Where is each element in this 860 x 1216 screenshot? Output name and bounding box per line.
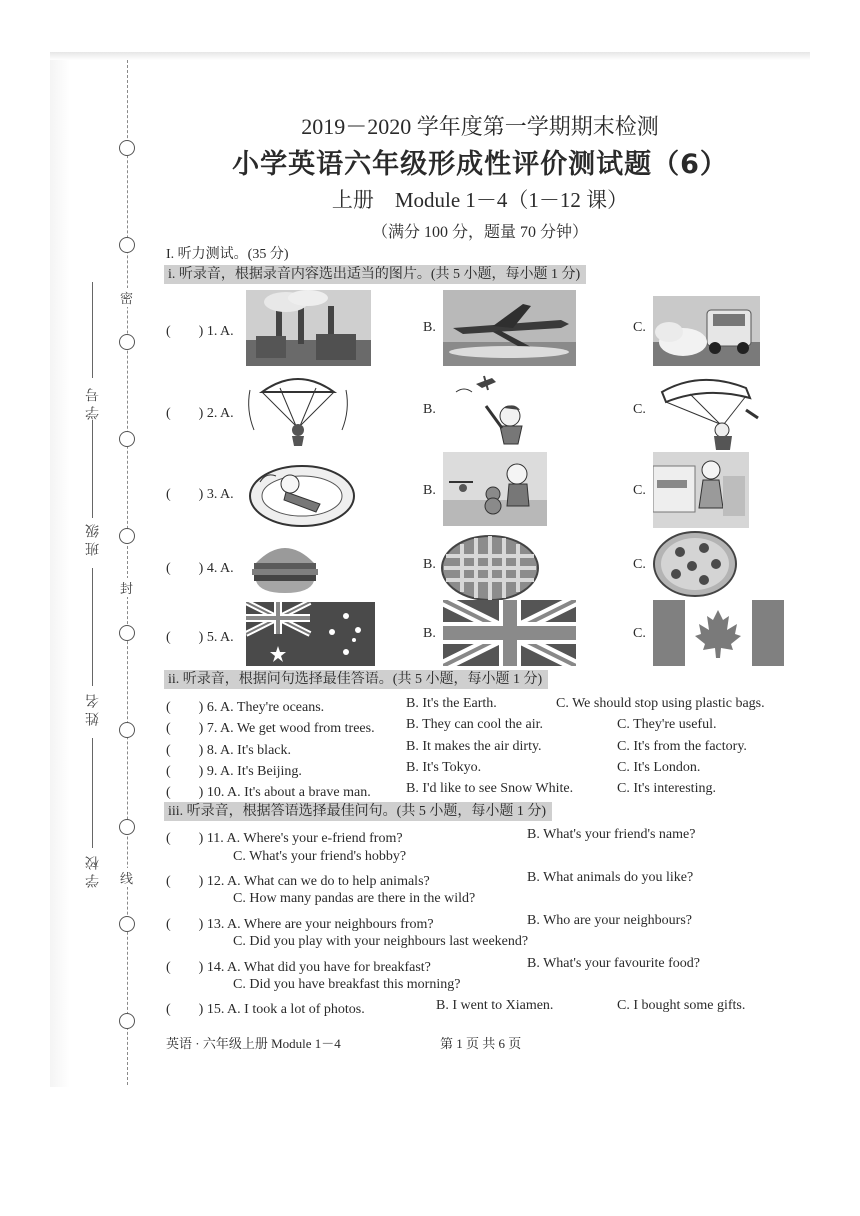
question-14-option-a[interactable]: ( ) 14. A. What did you have for breakfast? bbox=[166, 960, 431, 975]
student-id-blank[interactable] bbox=[92, 282, 93, 378]
seal-char-feng: 封 bbox=[120, 578, 133, 597]
car-exhaust-image[interactable] bbox=[653, 296, 760, 366]
airplane-image[interactable] bbox=[443, 290, 576, 366]
binding-hole bbox=[119, 1013, 135, 1029]
question-13-option-c[interactable]: C. Did you play with your neighbours last weekend? bbox=[233, 934, 529, 949]
question-11-option-c[interactable]: C. What's your friend's hobby? bbox=[233, 849, 407, 864]
question-5-option-b[interactable]: B. bbox=[423, 626, 436, 641]
student-id-label: 学号 bbox=[86, 384, 101, 420]
boy-toy-plane-image[interactable] bbox=[446, 370, 532, 446]
question-10-option-a[interactable]: ( ) 10. A. It's about a brave man. bbox=[166, 785, 371, 800]
question-12-option-b[interactable]: B. What animals do you like? bbox=[527, 870, 694, 885]
part3-heading: iii. 听录音，根据答语选择最佳问句。(共 5 小题，每小题 1 分) bbox=[164, 802, 552, 821]
exam-title-line4: （满分 100 分，题量 70 分钟） bbox=[371, 224, 588, 241]
exam-title-line2: 小学英语六年级形成性评价测试题（6） bbox=[232, 149, 728, 180]
question-15-option-c[interactable]: C. I bought some gifts. bbox=[617, 998, 746, 1013]
question-1-label[interactable]: ( ) 1. A. bbox=[166, 324, 234, 339]
question-8-option-b[interactable]: B. It makes the air dirty. bbox=[406, 739, 542, 754]
question-14-option-c[interactable]: C. Did you have breakfast this morning? bbox=[233, 977, 461, 992]
question-13-option-a[interactable]: ( ) 13. A. Where are your neighbours from? bbox=[166, 917, 434, 932]
name-blank[interactable] bbox=[92, 568, 93, 686]
question-7-option-c[interactable]: C. They're useful. bbox=[617, 717, 717, 732]
binding-hole bbox=[119, 916, 135, 932]
binding-hole bbox=[119, 140, 135, 156]
question-12-option-c[interactable]: C. How many pandas are there in the wild? bbox=[233, 891, 476, 906]
question-2-option-b[interactable]: B. bbox=[423, 402, 436, 417]
binding-hole bbox=[119, 819, 135, 835]
seal-char-xian: 线 bbox=[120, 868, 133, 887]
question-2-option-c[interactable]: C. bbox=[633, 402, 646, 417]
question-1-option-b[interactable]: B. bbox=[423, 320, 436, 335]
binding-hole bbox=[119, 625, 135, 641]
binding-hole bbox=[119, 237, 135, 253]
question-8-option-a[interactable]: ( ) 8. A. It's black. bbox=[166, 743, 292, 758]
boy-with-bear-image[interactable] bbox=[443, 452, 547, 526]
school-label: 学校 bbox=[86, 852, 101, 888]
pizza-image[interactable] bbox=[652, 530, 738, 598]
factory-smoke-image[interactable] bbox=[246, 290, 371, 366]
seal-char-mi: 密 bbox=[120, 288, 133, 307]
binding-hole bbox=[119, 431, 135, 447]
question-13-option-b[interactable]: B. Who are your neighbours? bbox=[527, 913, 692, 928]
question-9-option-c[interactable]: C. It's London. bbox=[617, 760, 701, 775]
question-4-option-c[interactable]: C. bbox=[633, 557, 646, 572]
question-11-option-b[interactable]: B. What's your friend's name? bbox=[527, 827, 696, 842]
hamburger-image[interactable] bbox=[250, 533, 320, 597]
question-5-option-c[interactable]: C. bbox=[633, 626, 646, 641]
question-14-option-b[interactable]: B. What's your favourite food? bbox=[527, 956, 700, 971]
girl-at-school-image[interactable] bbox=[653, 452, 749, 528]
question-6-option-b[interactable]: B. It's the Earth. bbox=[406, 696, 497, 711]
class-blank[interactable] bbox=[92, 420, 93, 518]
canada-flag-image[interactable] bbox=[653, 600, 784, 666]
binding-hole bbox=[119, 722, 135, 738]
question-4-option-b[interactable]: B. bbox=[423, 557, 436, 572]
pie-image[interactable] bbox=[440, 530, 540, 602]
question-6-option-c[interactable]: C. We should stop using plastic bags. bbox=[556, 696, 765, 711]
question-7-option-b[interactable]: B. They can cool the air. bbox=[406, 717, 543, 732]
question-2-label[interactable]: ( ) 2. A. bbox=[166, 406, 234, 421]
footer-subject: 英语 · 六年级上册 Module 1－4 bbox=[166, 1036, 341, 1051]
binding-hole bbox=[119, 334, 135, 350]
question-8-option-c[interactable]: C. It's from the factory. bbox=[617, 739, 747, 754]
question-4-label[interactable]: ( ) 4. A. bbox=[166, 561, 234, 576]
australia-flag-image[interactable] bbox=[246, 602, 375, 666]
class-label: 班级 bbox=[86, 520, 101, 556]
question-5-label[interactable]: ( ) 5. A. bbox=[166, 630, 234, 645]
question-3-label[interactable]: ( ) 3. A. bbox=[166, 487, 234, 502]
uk-flag-image[interactable] bbox=[443, 600, 576, 666]
baby-in-bed-image[interactable] bbox=[246, 452, 358, 530]
question-1-option-c[interactable]: C. bbox=[633, 320, 646, 335]
scan-shadow bbox=[50, 52, 810, 60]
question-3-option-b[interactable]: B. bbox=[423, 483, 436, 498]
question-15-option-b[interactable]: B. I went to Xiamen. bbox=[436, 998, 554, 1013]
section-listening-heading: I. 听力测试。(35 分) bbox=[166, 247, 289, 262]
binding-hole bbox=[119, 528, 135, 544]
school-blank[interactable] bbox=[92, 738, 93, 848]
question-10-option-b[interactable]: B. I'd like to see Snow White. bbox=[406, 781, 574, 796]
part2-heading: ii. 听录音，根据问句选择最佳答语。(共 5 小题，每小题 1 分) bbox=[164, 670, 548, 689]
exam-title-line3: 上册 Module 1－4（1－12 课） bbox=[331, 188, 629, 212]
exam-title-line1: 2019－2020 学年度第一学期期末检测 bbox=[301, 114, 659, 139]
question-6-option-a[interactable]: ( ) 6. A. They're oceans. bbox=[166, 700, 325, 715]
question-9-option-b[interactable]: B. It's Tokyo. bbox=[406, 760, 482, 775]
bag-parachute-image[interactable] bbox=[650, 370, 762, 452]
part1-heading: i. 听录音，根据录音内容选出适当的图片。(共 5 小题，每小题 1 分) bbox=[164, 265, 586, 284]
question-3-option-c[interactable]: C. bbox=[633, 483, 646, 498]
question-12-option-a[interactable]: ( ) 12. A. What can we do to help animals? bbox=[166, 874, 430, 889]
footer-page-number: 第 1 页 共 6 页 bbox=[440, 1036, 522, 1051]
question-7-option-a[interactable]: ( ) 7. A. We get wood from trees. bbox=[166, 721, 375, 736]
question-9-option-a[interactable]: ( ) 9. A. It's Beijing. bbox=[166, 764, 302, 779]
question-11-option-a[interactable]: ( ) 11. A. Where's your e-friend from? bbox=[166, 831, 403, 846]
question-10-option-c[interactable]: C. It's interesting. bbox=[617, 781, 716, 796]
name-label: 姓名 bbox=[86, 690, 101, 726]
parachute-image[interactable] bbox=[244, 370, 352, 450]
question-15-option-a[interactable]: ( ) 15. A. I took a lot of photos. bbox=[166, 1002, 365, 1017]
